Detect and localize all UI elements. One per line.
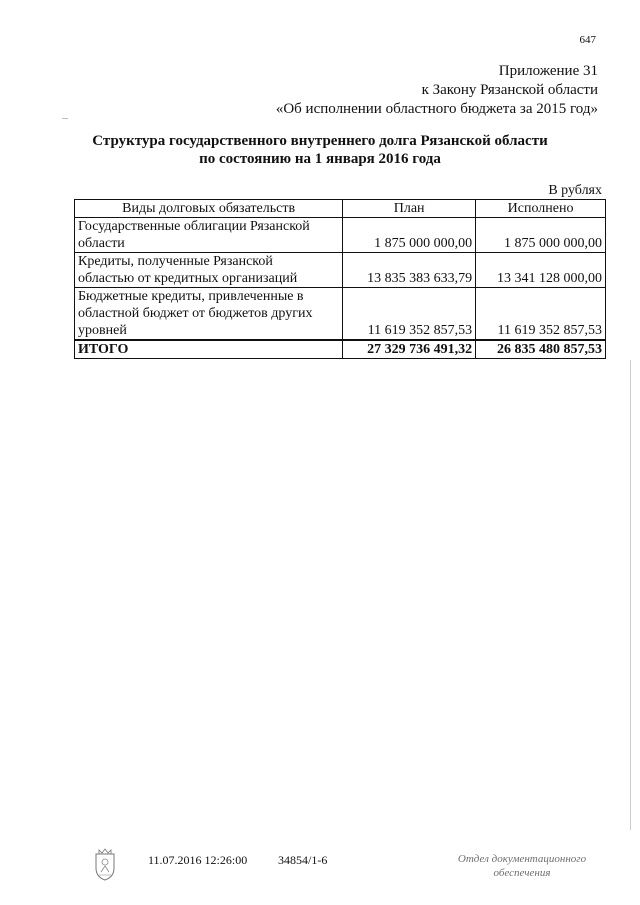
- header-debt-type: Виды долговых обязательств: [75, 200, 343, 218]
- table-row: [75, 218, 606, 253]
- row-name-line: Бюджетные кредиты, привлеченные в: [78, 289, 304, 304]
- coat-of-arms-emblem-icon: [92, 848, 118, 887]
- title-line-1: Структура государственного внутреннего долга Рязанской области: [92, 133, 548, 149]
- row-name-line: Государственные облигации Рязанской: [78, 219, 310, 234]
- stamp-line-1: Отдел документационного: [457, 853, 587, 865]
- header-actual: Исполнено: [476, 200, 606, 218]
- total-actual: 26 835 480 857,53: [476, 340, 606, 359]
- row-name: [75, 218, 343, 253]
- row-name: [75, 288, 343, 341]
- stamp-line-2: обеспечения: [493, 867, 551, 879]
- total-plan: 27 329 736 491,32: [343, 340, 476, 359]
- row-name-line: Кредиты, полученные Рязанской: [78, 254, 273, 269]
- row-name: [75, 253, 343, 288]
- department-stamp: [442, 852, 602, 880]
- appendix-header: [276, 62, 598, 119]
- total-row: [75, 340, 606, 359]
- registration-number: 34854/1-6: [278, 853, 328, 867]
- row-actual: 11 619 352 857,53: [476, 288, 606, 341]
- table-header-row: [75, 200, 606, 218]
- row-name-line: областью от кредитных организаций: [78, 271, 298, 286]
- appendix-line-1: Приложение 31: [498, 63, 598, 79]
- appendix-line-3: «Об исполнении областного бюджета за 2015 год»: [275, 101, 598, 117]
- row-name-line: уровней: [78, 323, 127, 338]
- page-number: 647: [579, 34, 596, 46]
- row-plan: 11 619 352 857,53: [343, 288, 476, 341]
- total-label: ИТОГО: [75, 340, 343, 359]
- row-plan: 1 875 000 000,00: [343, 218, 476, 253]
- row-actual: 13 341 128 000,00: [476, 253, 606, 288]
- row-actual: 1 875 000 000,00: [476, 218, 606, 253]
- table-row: [75, 253, 606, 288]
- debt-structure-table: [74, 199, 606, 359]
- appendix-line-2: к Закону Рязанской области: [421, 82, 598, 98]
- header-plan: План: [343, 200, 476, 218]
- margin-mark: [62, 118, 68, 119]
- document-title: [0, 132, 640, 168]
- row-plan: 13 835 383 633,79: [343, 253, 476, 288]
- row-name-line: области: [78, 236, 125, 251]
- registration-datetime: 11.07.2016 12:26:00: [148, 853, 248, 867]
- title-line-2: по состоянию на 1 января 2016 года: [199, 151, 441, 167]
- units-label: В рублях: [548, 183, 602, 198]
- scan-edge-line: [630, 360, 631, 830]
- row-name-line: областной бюджет от бюджетов других: [78, 306, 313, 321]
- table-row: [75, 288, 606, 341]
